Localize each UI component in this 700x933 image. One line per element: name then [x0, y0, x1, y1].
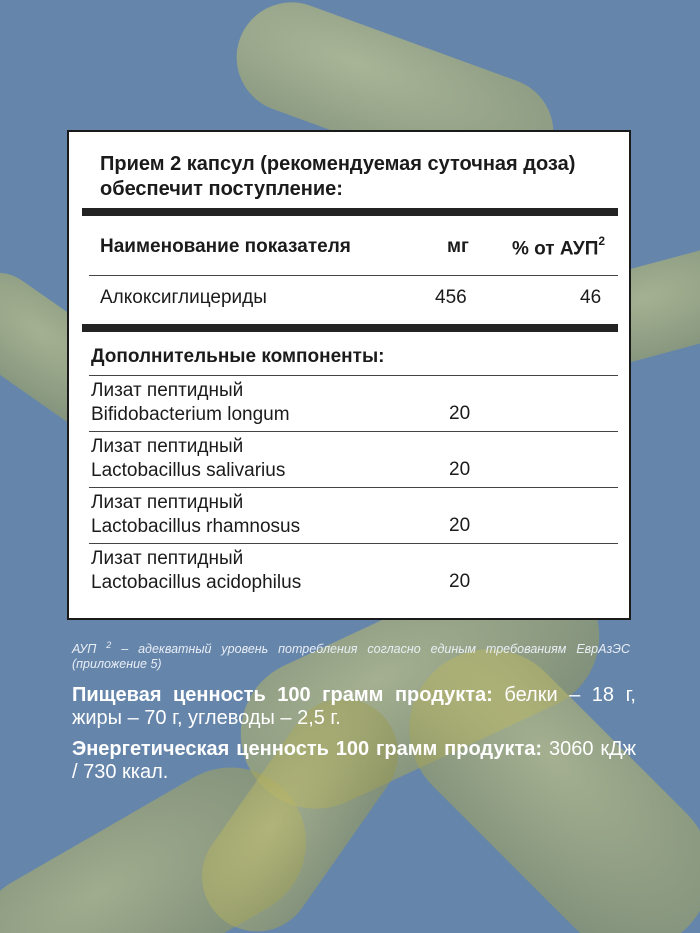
component-mg: 20	[449, 515, 471, 536]
composition-panel	[67, 130, 631, 620]
component-line1: Лизат пептидный	[91, 492, 244, 513]
divider	[89, 431, 618, 432]
footnote-sup: 2	[106, 640, 112, 650]
component-mg: 20	[449, 403, 471, 424]
energy-label: Энергетическая ценность 100 грамм продукта:	[72, 738, 543, 760]
component-line2: Lactobacillus rhamnosus	[91, 516, 301, 537]
nutrition-value	[72, 684, 636, 730]
component-line1: Лизат пептидный	[91, 436, 244, 457]
component-line2: Lactobacillus acidophilus	[91, 572, 302, 593]
energy-value	[72, 738, 636, 784]
component-line1: Лизат пептидный	[91, 380, 244, 401]
nutrition-label: Пищевая ценность 100 грамм продукта:	[72, 684, 493, 706]
nutrition-text: белки – 18 г, жиры – 70 г, углеводы – 2,5 г.	[72, 684, 636, 729]
footnote	[72, 638, 630, 672]
additional-title: Дополнительные компоненты:	[91, 346, 385, 367]
column-header-percent	[512, 236, 605, 260]
divider	[89, 375, 618, 376]
divider	[89, 275, 618, 276]
component-name	[91, 547, 301, 595]
column-header-percent-label: % от АУП	[512, 238, 599, 260]
divider	[82, 208, 618, 216]
row-mg: 456	[435, 287, 467, 308]
column-header-name: Наименование показателя	[100, 236, 351, 257]
footnote-text: – адекватный уровень потребления согласно единым требованиям ЕврАзЭС (приложение 5)	[72, 642, 630, 672]
component-name	[91, 379, 290, 427]
component-mg: 20	[449, 571, 471, 592]
component-name	[91, 435, 285, 483]
component-mg: 20	[449, 459, 471, 480]
component-line1: Лизат пептидный	[91, 548, 244, 569]
divider	[89, 487, 618, 488]
column-header-percent-sup: 2	[598, 234, 606, 248]
row-name: Алкоксиглицериды	[100, 287, 267, 308]
intro-text: Прием 2 капсул (рекомендуемая суточная доза) обеспечит поступление:	[100, 153, 576, 200]
column-header-mg: мг	[447, 236, 469, 257]
divider	[89, 543, 618, 544]
energy-text: 3060 кДж / 730 ккал.	[72, 738, 637, 783]
divider	[82, 324, 618, 332]
component-name	[91, 491, 300, 539]
footnote-label: АУП	[72, 642, 97, 657]
row-percent: 46	[580, 287, 602, 308]
component-line2: Lactobacillus salivarius	[91, 460, 286, 481]
component-line2: Bifidobacterium longum	[91, 404, 290, 425]
